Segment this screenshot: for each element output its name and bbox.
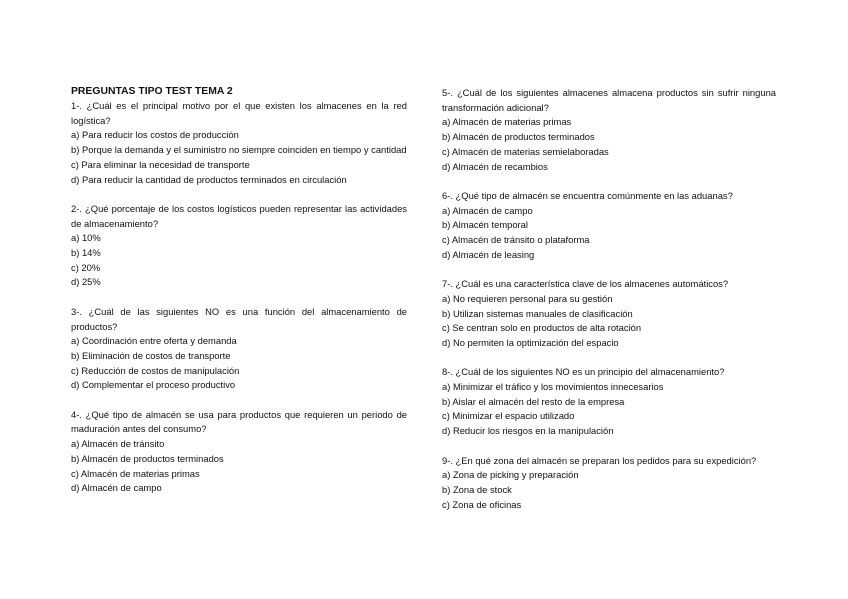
question-block — [71, 408, 407, 496]
answer-option: b) Almacén de productos terminados — [71, 452, 224, 464]
answer-option: a) Minimizar el tráfico y los movimientos innecesarios — [442, 381, 664, 393]
answer-option: d) 25% — [71, 276, 101, 288]
right-question-list — [442, 86, 776, 512]
answer-option: a) 10% — [71, 232, 101, 244]
question-block — [442, 454, 776, 513]
question-stem: 6-. ¿Qué tipo de almacén se encuentra comúnmente en las aduanas? — [442, 189, 733, 201]
question-block — [71, 99, 407, 187]
answer-option: d) Reducir los riesgos en la manipulación — [442, 425, 614, 437]
left-question-list — [71, 99, 407, 496]
answer-option: a) Almacén de tránsito — [71, 438, 165, 450]
question-stem: 2-. ¿Qué porcentaje de los costos logísticos pueden representar las actividades de almacenamiento? — [71, 202, 407, 229]
question-stem: 5-. ¿Cuál de los siguientes almacenes almacena productos sin sufrir ninguna transformación adicional? — [442, 87, 776, 113]
answer-option: d) No permiten la optimización del espacio — [442, 336, 619, 348]
answer-option: d) Complementar el proceso productivo — [71, 379, 236, 391]
answer-option: c) Reducción de costos de manipulación — [71, 364, 240, 376]
answer-option: b) Eliminación de costos de transporte — [71, 349, 231, 361]
question-stem: 1-. ¿Cuál es el principal motivo por el que existen los almacenes en la red logística? — [71, 100, 407, 126]
question-block — [71, 202, 407, 290]
answer-option: c) Almacén de materias primas — [71, 467, 200, 479]
answer-option: a) Para reducir los costos de producción — [71, 129, 239, 141]
question-block — [442, 189, 776, 263]
question-block — [442, 86, 776, 174]
right-column — [442, 86, 776, 527]
answer-option: c) Para eliminar la necesidad de transporte — [71, 158, 250, 170]
question-block — [442, 365, 776, 439]
answer-option: b) Almacén temporal — [442, 219, 528, 231]
answer-option: b) Aislar el almacén del resto de la empresa — [442, 395, 625, 407]
question-stem: 3-. ¿Cuál de las siguientes NO es una función del almacenamiento de productos? — [71, 305, 407, 332]
answer-option: d) Almacén de recambios — [442, 160, 548, 172]
answer-option: a) Almacén de materias primas — [442, 116, 572, 128]
answer-option: a) Almacén de campo — [442, 204, 533, 216]
answer-option: b) 14% — [71, 247, 101, 259]
question-stem: 9-. ¿En qué zona del almacén se preparan los pedidos para su expedición? — [442, 454, 757, 466]
question-stem: 4-. ¿Qué tipo de almacén se usa para productos que requieren un periodo de maduración antes del consumo? — [71, 408, 407, 435]
page-title: PREGUNTAS TIPO TEST TEMA 2 — [71, 86, 233, 97]
answer-option: d) Para reducir la cantidad de productos terminados en circulación — [71, 173, 347, 185]
answer-option: a) No requieren personal para su gestión — [442, 292, 613, 304]
answer-option: d) Almacén de campo — [71, 482, 162, 494]
answer-option: c) Minimizar el espacio utilizado — [442, 410, 575, 422]
answer-option: b) Porque la demanda y el suministro no siempre coinciden en tiempo y cantidad — [71, 144, 407, 156]
answer-option: c) Se centran solo en productos de alta rotación — [442, 322, 642, 334]
left-column — [71, 84, 407, 511]
answer-option: c) Almacén de tránsito o plataforma — [442, 234, 590, 246]
answer-option: a) Coordinación entre oferta y demanda — [71, 335, 237, 347]
answer-option: c) 20% — [71, 261, 101, 273]
question-stem: 8-. ¿Cuál de los siguientes NO es un principio del almacenamiento? — [442, 366, 725, 378]
answer-option: b) Utilizan sistemas manuales de clasificación — [442, 307, 633, 319]
answer-option: b) Almacén de productos terminados — [442, 131, 595, 143]
answer-option: c) Zona de oficinas — [442, 498, 522, 510]
answer-option: a) Zona de picking y preparación — [442, 469, 579, 481]
question-block — [442, 277, 776, 351]
question-stem: 7-. ¿Cuál es una característica clave de los almacenes automáticos? — [442, 278, 729, 290]
answer-option: c) Almacén de materias semielaboradas — [442, 145, 609, 157]
question-block — [71, 305, 407, 393]
answer-option: b) Zona de stock — [442, 483, 512, 495]
answer-option: d) Almacén de leasing — [442, 248, 535, 260]
